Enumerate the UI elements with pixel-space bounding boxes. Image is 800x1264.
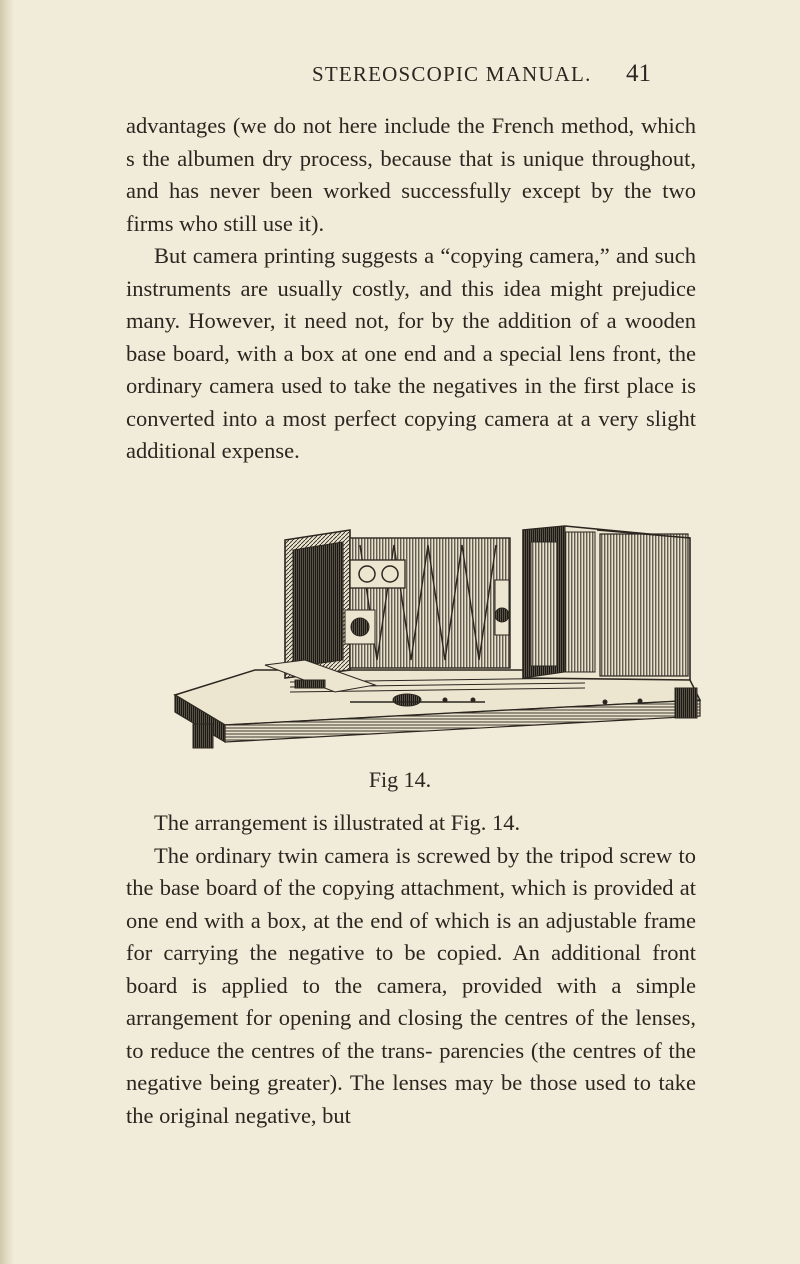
base-board [175,670,700,748]
copying-camera-illustration [145,520,705,760]
paragraph: The ordinary twin camera is screwed by the tripod screw to the base board of the copying attachment, which is provided at one end with a box, at the end of which is an adjustable frame for carrying the negative to be copied. An additional front board is applied to the camera, provided with a simple arrangement for opening and closing the centres of the lenses, to reduce the centres of the trans- parencies (the centres of the negative being greater). The lenses may be those used to take the original negative, but [126,842,696,1128]
figure-caption: Fig 14. [368,767,432,792]
figure-copying-camera [145,520,705,760]
paragraph: advantages (we do not here include the French method, which s the albumen dry process, because that is unique throughout, and has never been worked successfully except by the two firms who still use it). [126,113,696,236]
copying-box [523,526,690,705]
paragraph: But camera printing suggests a “copying camera,” and such instruments are usually costly, and this idea might prejudice many. However, it need not, for by the addition of a wooden base board, with a box at one end and a special lens front, the ordinary camera used to take the negatives in the first place is converted into a most perfect copying camera at a very slight additional expense. [126,243,696,463]
page-edge [0,0,14,1264]
paragraph: The arrangement is illustrated at Fig. 14. [154,810,521,835]
body-text-bottom [126,807,696,1132]
running-title: STEREOSCOPIC MANUAL. [312,62,592,86]
body-text-top [126,110,696,468]
page-number: 41 [626,60,651,87]
running-head [0,62,800,92]
